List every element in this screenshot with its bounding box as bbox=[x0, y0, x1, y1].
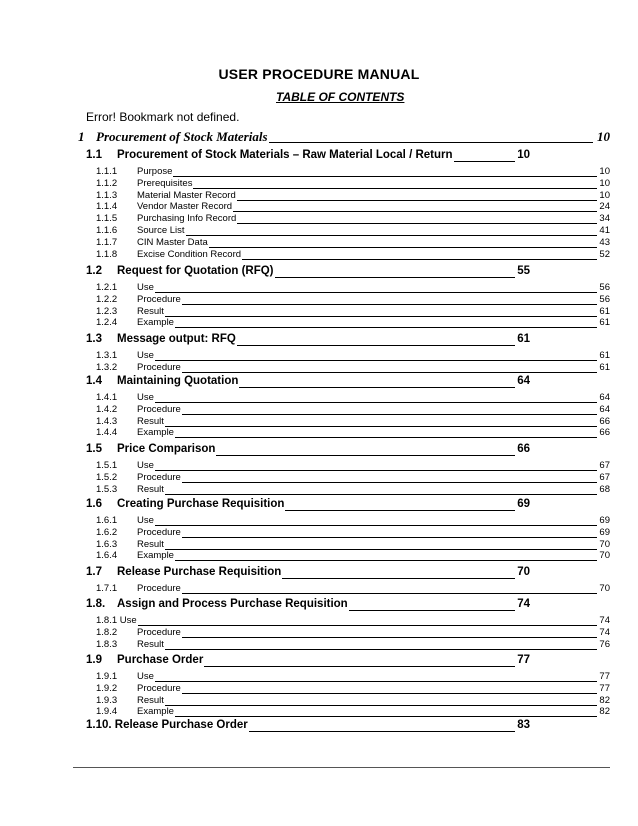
toc-section-entry[interactable] bbox=[86, 498, 530, 513]
subsection-page-number: 74 bbox=[599, 615, 610, 626]
dot-leader bbox=[216, 455, 515, 456]
subsection-page-number: 66 bbox=[599, 427, 610, 439]
subsection-title: Purchasing Info Record bbox=[137, 213, 237, 225]
document-title: USER PROCEDURE MANUAL bbox=[218, 66, 420, 82]
subsection-title: Purpose bbox=[137, 166, 173, 177]
subsection-title: Result bbox=[137, 694, 164, 706]
subsection-page-number: 41 bbox=[599, 225, 610, 236]
toc-subsection-entry[interactable] bbox=[96, 550, 610, 562]
subsection-number: 1.6.2 bbox=[96, 526, 118, 538]
section-title: Request for Quotation (RFQ) bbox=[117, 265, 274, 277]
subsection-title: Use bbox=[137, 282, 154, 293]
subsection-number: 1.3.2 bbox=[96, 361, 118, 373]
subsection-number: 1.8.3 bbox=[96, 638, 118, 650]
section-title: Procurement of Stock Materials – Raw Material Local / Return bbox=[117, 149, 453, 161]
subsection-title: Prerequisites bbox=[137, 177, 193, 189]
toc-subsection-entry[interactable] bbox=[96, 460, 610, 472]
footer-divider bbox=[73, 767, 610, 768]
subsection-page-number: 68 bbox=[599, 483, 610, 495]
section-number: 1.5 bbox=[86, 443, 102, 455]
section-number: 1.4 bbox=[86, 375, 102, 387]
dot-leader bbox=[249, 731, 515, 732]
subsection-title: Procedure bbox=[137, 293, 181, 305]
subsection-page-number: 69 bbox=[599, 526, 610, 538]
section-number: 1.1 bbox=[86, 149, 102, 161]
toc-subsection-entry[interactable] bbox=[96, 472, 610, 484]
section-page-number: 64 bbox=[517, 375, 530, 387]
subsection-title: Use bbox=[137, 460, 154, 471]
section-number: 1.10. Release Purchase Order bbox=[86, 719, 248, 731]
section-number: 1.3 bbox=[86, 333, 102, 345]
section-title: Creating Purchase Requisition bbox=[117, 498, 285, 510]
subsection-page-number: 77 bbox=[599, 682, 610, 694]
subsection-number: 1.9.2 bbox=[96, 682, 118, 694]
toc-subsection-entry[interactable] bbox=[96, 695, 610, 707]
subsection-page-number: 70 bbox=[599, 550, 610, 562]
dot-leader bbox=[242, 259, 597, 260]
subsection-page-number: 74 bbox=[599, 626, 610, 638]
subsection-number: 1.9.1 bbox=[96, 671, 118, 682]
toc-subsection-entry[interactable] bbox=[96, 362, 610, 374]
subsection-number: 1.5.1 bbox=[96, 460, 118, 471]
subsection-number: 1.8.2 bbox=[96, 626, 118, 638]
section-page-number: 10 bbox=[517, 149, 530, 161]
subsection-title: Procedure bbox=[137, 471, 181, 483]
toc-subsection-entry[interactable] bbox=[96, 484, 610, 496]
section-title: Purchase Order bbox=[117, 654, 204, 666]
subsection-page-number: 52 bbox=[599, 248, 610, 260]
toc-section-entry[interactable] bbox=[86, 375, 530, 390]
toc-subsection-entry[interactable] bbox=[96, 317, 610, 329]
subsection-page-number: 70 bbox=[599, 538, 610, 550]
section-page-number: 69 bbox=[517, 498, 530, 510]
dot-leader bbox=[285, 510, 515, 511]
subsection-page-number: 77 bbox=[599, 671, 610, 682]
subsection-number: 1.1.7 bbox=[96, 236, 118, 248]
toc-subsection-entry[interactable] bbox=[96, 190, 610, 202]
subsection-number: 1.1.2 bbox=[96, 177, 118, 189]
subsection-page-number: 24 bbox=[599, 201, 610, 213]
toc-subsection-entry[interactable] bbox=[96, 213, 610, 225]
subsection-number: 1.2.2 bbox=[96, 293, 118, 305]
subsection-number: 1.4.3 bbox=[96, 415, 118, 427]
section-number: 1.2 bbox=[86, 265, 102, 277]
toc-subsection-entry[interactable] bbox=[96, 249, 610, 261]
subsection-page-number: 69 bbox=[599, 515, 610, 526]
subsection-number: 1.2.1 bbox=[96, 282, 118, 293]
toc-subsection-entry[interactable] bbox=[96, 306, 610, 318]
subsection-number: 1.4.4 bbox=[96, 427, 118, 439]
toc-subsection-entry[interactable] bbox=[96, 615, 610, 627]
chapter-title: Procurement of Stock Materials bbox=[96, 129, 268, 144]
subsection-title: Procedure bbox=[137, 626, 181, 638]
toc-subsection-entry[interactable] bbox=[96, 350, 610, 362]
toc-subsection-entry[interactable] bbox=[96, 706, 610, 718]
subsection-title: Procedure bbox=[137, 526, 181, 538]
subsection-number: 1.5.3 bbox=[96, 483, 118, 495]
toc-heading: TABLE OF CONTENTS bbox=[276, 90, 405, 104]
subsection-page-number: 43 bbox=[599, 236, 610, 248]
subsection-number: 1.9.4 bbox=[96, 706, 118, 718]
toc-section-entry[interactable] bbox=[86, 598, 530, 613]
toc-subsection-entry[interactable] bbox=[96, 527, 610, 539]
section-page-number: 61 bbox=[517, 333, 530, 345]
subsection-page-number: 82 bbox=[599, 694, 610, 706]
toc-section-entry[interactable] bbox=[86, 149, 530, 164]
subsection-title: Procedure bbox=[137, 583, 181, 594]
section-page-number: 66 bbox=[517, 443, 530, 455]
subsection-title: Example bbox=[137, 706, 174, 718]
subsection-page-number: 64 bbox=[599, 403, 610, 415]
section-page-number: 74 bbox=[517, 598, 530, 610]
subsection-page-number: 61 bbox=[599, 317, 610, 329]
subsection-number: 1.7.1 bbox=[96, 583, 118, 594]
toc-subsection-entry[interactable] bbox=[96, 583, 610, 595]
toc-subsection-entry[interactable] bbox=[96, 237, 610, 249]
dot-leader bbox=[454, 161, 515, 162]
subsection-number: 1.5.2 bbox=[96, 471, 118, 483]
subsection-page-number: 64 bbox=[599, 392, 610, 403]
toc-subsection-entry[interactable] bbox=[96, 225, 610, 237]
subsection-page-number: 10 bbox=[599, 177, 610, 189]
toc-section-entry[interactable] bbox=[86, 443, 530, 458]
chapter-number: 1 bbox=[78, 129, 85, 144]
subsection-number: 1.2.4 bbox=[96, 317, 118, 329]
subsection-page-number: 56 bbox=[599, 282, 610, 293]
toc-subsection-entry[interactable] bbox=[96, 627, 610, 639]
subsection-page-number: 10 bbox=[599, 166, 610, 177]
toc-chapter-entry[interactable] bbox=[78, 129, 610, 145]
subsection-page-number: 10 bbox=[599, 189, 610, 201]
subsection-number: 1.6.3 bbox=[96, 538, 118, 550]
subsection-page-number: 61 bbox=[599, 361, 610, 373]
dot-leader bbox=[182, 372, 597, 373]
toc-subsection-entry[interactable] bbox=[96, 166, 610, 178]
subsection-title: Use bbox=[137, 392, 154, 403]
toc-subsection-entry[interactable] bbox=[96, 683, 610, 695]
dot-leader bbox=[239, 387, 515, 388]
subsection-title: Procedure bbox=[137, 682, 181, 694]
subsection-number: 1.6.4 bbox=[96, 550, 118, 562]
subsection-number: 1.3.1 bbox=[96, 350, 118, 361]
toc-subsection-entry[interactable] bbox=[96, 639, 610, 651]
subsection-title: Use bbox=[137, 515, 154, 526]
toc-subsection-entry[interactable] bbox=[96, 404, 610, 416]
dot-leader bbox=[182, 593, 597, 594]
subsection-page-number: 67 bbox=[599, 460, 610, 471]
chapter-page-number: 10 bbox=[597, 129, 610, 144]
subsection-number: 1.1.6 bbox=[96, 225, 118, 236]
subsection-title: Use bbox=[137, 350, 154, 361]
dot-leader bbox=[175, 716, 597, 717]
toc-subsection-entry[interactable] bbox=[96, 671, 610, 683]
subsection-number: 1.4.1 bbox=[96, 392, 118, 403]
bookmark-error-text: Error! Bookmark not defined. bbox=[86, 110, 240, 124]
subsection-number: 1.1.4 bbox=[96, 201, 118, 213]
subsection-title: Result bbox=[137, 538, 164, 550]
subsection-page-number: 70 bbox=[599, 583, 610, 594]
toc-subsection-entry[interactable] bbox=[96, 515, 610, 527]
toc-subsection-entry[interactable] bbox=[96, 201, 610, 213]
section-page-number: 77 bbox=[517, 654, 530, 666]
dot-leader bbox=[349, 610, 515, 611]
dot-leader bbox=[175, 437, 597, 438]
subsection-number: 1.1.8 bbox=[96, 248, 118, 260]
subsection-number: 1.8.1 Use bbox=[96, 615, 137, 626]
subsection-number: 1.6.1 bbox=[96, 515, 118, 526]
subsection-page-number: 66 bbox=[599, 415, 610, 427]
dot-leader bbox=[165, 649, 597, 650]
subsection-page-number: 67 bbox=[599, 471, 610, 483]
dot-leader bbox=[175, 327, 597, 328]
subsection-title: Example bbox=[137, 317, 174, 329]
toc-section-entry[interactable] bbox=[86, 719, 530, 734]
dot-leader bbox=[175, 560, 597, 561]
subsection-page-number: 76 bbox=[599, 638, 610, 650]
subsection-number: 1.2.3 bbox=[96, 305, 118, 317]
section-title: Assign and Process Purchase Requisition bbox=[117, 598, 348, 610]
subsection-title: Example bbox=[137, 427, 174, 439]
subsection-number: 1.1.3 bbox=[96, 189, 118, 201]
section-page-number: 83 bbox=[517, 719, 530, 731]
subsection-title: Result bbox=[137, 483, 164, 495]
section-title: Release Purchase Requisition bbox=[117, 566, 282, 578]
dot-leader bbox=[165, 494, 597, 495]
subsection-title: Result bbox=[137, 415, 164, 427]
subsection-title: Material Master Record bbox=[137, 189, 236, 201]
subsection-title: Use bbox=[137, 671, 154, 682]
subsection-title: Procedure bbox=[137, 361, 181, 373]
section-number: 1.8. bbox=[86, 598, 106, 610]
subsection-title: Excise Condition Record bbox=[137, 248, 242, 260]
subsection-number: 1.1.1 bbox=[96, 166, 118, 177]
toc-section-entry[interactable] bbox=[86, 566, 530, 581]
toc-section-entry[interactable] bbox=[86, 265, 530, 280]
toc-section-entry[interactable] bbox=[86, 654, 530, 669]
section-page-number: 55 bbox=[517, 265, 530, 277]
dot-leader bbox=[282, 578, 515, 579]
section-title: Price Comparison bbox=[117, 443, 216, 455]
dot-leader bbox=[204, 666, 515, 667]
toc-subsection-entry[interactable] bbox=[96, 282, 610, 294]
subsection-title: Result bbox=[137, 638, 164, 650]
subsection-title: Example bbox=[137, 550, 174, 562]
subsection-number: 1.4.2 bbox=[96, 403, 118, 415]
subsection-title: Procedure bbox=[137, 403, 181, 415]
section-number: 1.7 bbox=[86, 566, 102, 578]
section-number: 1.6 bbox=[86, 498, 102, 510]
section-page-number: 70 bbox=[517, 566, 530, 578]
subsection-title: Vendor Master Record bbox=[137, 201, 233, 213]
subsection-title: CIN Master Data bbox=[137, 236, 208, 248]
section-number: 1.9 bbox=[86, 654, 102, 666]
subsection-page-number: 34 bbox=[599, 213, 610, 225]
subsection-page-number: 61 bbox=[599, 350, 610, 361]
subsection-number: 1.1.5 bbox=[96, 213, 118, 225]
dot-leader bbox=[275, 277, 515, 278]
toc-section-entry[interactable] bbox=[86, 333, 530, 348]
subsection-title: Result bbox=[137, 305, 164, 317]
dot-leader bbox=[237, 345, 515, 346]
subsection-page-number: 82 bbox=[599, 706, 610, 718]
section-title: Message output: RFQ bbox=[117, 333, 236, 345]
toc-subsection-entry[interactable] bbox=[96, 416, 610, 428]
toc-subsection-entry[interactable] bbox=[96, 539, 610, 551]
dot-leader bbox=[269, 142, 593, 143]
subsection-title: Source List bbox=[137, 225, 185, 236]
toc-subsection-entry[interactable] bbox=[96, 427, 610, 439]
toc-subsection-entry[interactable] bbox=[96, 178, 610, 190]
subsection-number: 1.9.3 bbox=[96, 694, 118, 706]
toc-subsection-entry[interactable] bbox=[96, 392, 610, 404]
subsection-page-number: 56 bbox=[599, 293, 610, 305]
section-title: Maintaining Quotation bbox=[117, 375, 239, 387]
subsection-page-number: 61 bbox=[599, 305, 610, 317]
toc-subsection-entry[interactable] bbox=[96, 294, 610, 306]
